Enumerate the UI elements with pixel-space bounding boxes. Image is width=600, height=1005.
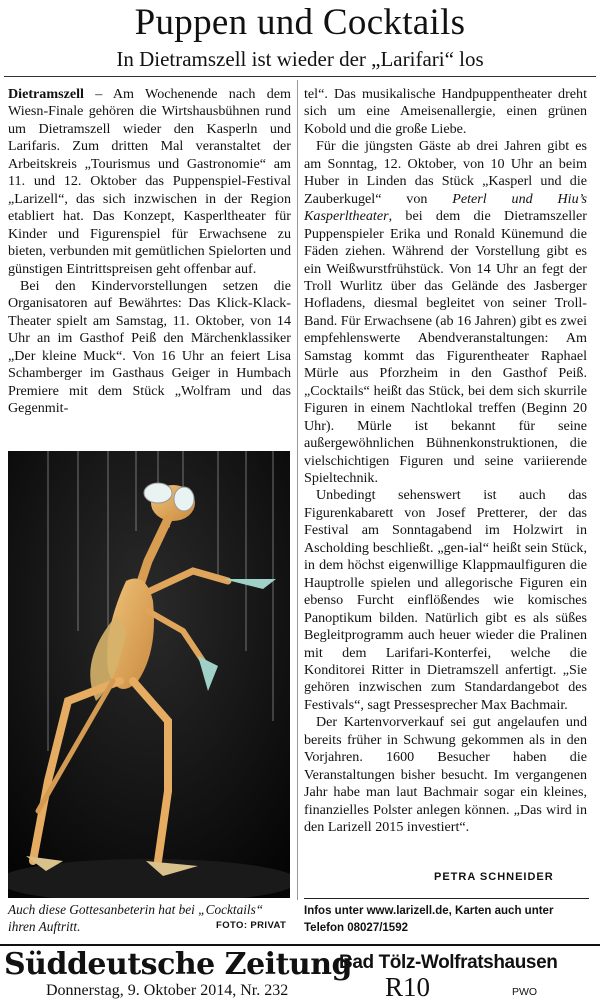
paragraph-2: Bei den Kindervorstellungen setzen die Organisatoren auf Bewährtes: Das Klick-Klack-Theater spielt am Samstag, 11. Oktober, von 14 Uhr an im Gasthof Peiß den Märchenklassiker „Der kleine Muck“. Von 16 Uhr an feiert Lisa Schamberger im Gasthaus Geiger in Humbach Premiere mit dem Stück „Wolfram und das Gegenmit-	[8, 277, 291, 417]
issue-date: Donnerstag, 9. Oktober 2014, Nr. 232	[46, 982, 289, 999]
info-box	[304, 898, 589, 937]
headline: Puppen und Cocktails	[134, 2, 466, 43]
footer-rule	[0, 944, 600, 946]
paragraph-4-text-a: Für die jüngsten Gäste ab drei Jahren gibt es am Sonntag, 12. Oktober, von 10 Uhr an beim Huber in Linden das Stück „Kasperl und die Zauberkugel“ von	[304, 138, 587, 207]
info-text: Infos unter www.larizell.de, Karten auch unter Telefon 08027/1592	[304, 905, 554, 934]
paragraph-6: Der Kartenvorverkauf sei gut angelaufen und bereits früher in Schwung gekommen als in den Vorjahren. 1600 Besucher haben die Veranstaltungen bisher besucht. Im vergangenen Jahr habe man laut Bachmair sogar ein kleines, finanzielles Polster anlegen können. „Das wird in den Larizell 2015 investiert“.	[304, 714, 587, 836]
article-column-2	[304, 86, 587, 836]
photo-credit: FOTO: PRIVAT	[216, 920, 287, 931]
newspaper-masthead: Süddeutsche Zeitung	[4, 947, 353, 982]
paragraph-3: tel“. Das musikalische Handpuppentheater dreht sich um eine Ameisenallergie, einen grünen Kobold und die große Liebe.	[304, 86, 587, 137]
paragraph-4-text-b: , bei dem die Dietramszeller Puppenspieler Erika und Ronald Künemund die Fäden ziehen. Während der Vorstellung gibt es ein Weißwurstfrühstück. Von 14 Uhr an fegt der Troll Wurlitz über das Gelände des Jasberger Hofladens, diesmal begleitet von seiner Troll-Band. Für Erwachsene (ab 16 Jahren) gibt es zwei empfehlenswerte Abendveranstaltungen: Am Samstag kommt das Figurentheater Raphael Mürle aus Pforzheim in den Gasthof Peiß. „Cocktails“ heißt das Stück, bei dem sich skurrile Figuren in einem Nachtlokal treffen (Beginn 20 Uhr). Mürle ist bekannt für seine außergewöhnlichen Bühnenkonstruktionen, die vielschichtigen Figuren und seine variierende Spieltechnik.	[304, 208, 587, 486]
paragraph-4-emphasis: Peterl und Hiu’s Kasperltheater	[304, 190, 587, 225]
edition-code: PWO	[512, 986, 538, 998]
paragraph-1	[8, 86, 291, 278]
subheadline-rule	[4, 76, 596, 77]
article-column-1	[8, 86, 291, 418]
paragraph-4	[304, 138, 587, 487]
paragraph-1-text: – Am Wochenende nach dem Wiesn-Finale gehören die Wirtshausbühnen rund um Dietramszell wieder den Kasperln und Larifaris. Zum dritten Mal veranstaltet der Arbeitskreis „Tourismus und Gastronomie“ am 11. und 12. Oktober das Puppenspiel-Festival „Larizell“, das sich inzwischen in der Region etabliert hat. Das Konzept, Kasperltheater für Kinder und Figurenspiel für Erwachsene zu bieten, verbunden mit gemütlichen Spielorten und günstigen Eintrittspreisen geht offenbar auf.	[8, 86, 291, 277]
page-number: R10	[385, 972, 431, 1002]
mantis-puppet-photo	[8, 451, 290, 898]
author-byline: PETRA SCHNEIDER	[434, 871, 554, 883]
paragraph-5: Unbedingt sehenswert ist auch das Figurenkabarett von Josef Pretterer, der das Festival am Sonntagabend im Holzwirt in Ascholding beschließt. „gen-ial“ heißt sein Stück, in dem höchst eigenwillige Klappmaulfiguren die Hauptrolle spielen und allegorische Figuren ein ebenso Furcht einflößendes wie komisches Panoptikum bilden. Natürlich gibt es als süßes Begleitprogramm auch heuer wieder die Pralinen mit dem Larifari-Konterfei, welche die Konditorei Ritter in Dietramszell anfertigt. „Sie gehören inzwischen zum Standardangebot des Festivals“, sagt Pressesprecher Max Bachmair.	[304, 487, 587, 713]
caption-text: Auch diese Gottesanbeterin hat bei „Cocktails“ ihren Auftritt.	[8, 902, 264, 934]
subheadline: In Dietramszell ist wieder der „Larifari“ los	[116, 47, 484, 71]
praying-mantis-puppet-illustration	[8, 451, 290, 898]
dateline-lead: Dietramszell	[8, 86, 84, 102]
regional-edition: Bad Tölz-Wolfratshausen	[339, 952, 558, 973]
column-divider	[297, 80, 298, 900]
